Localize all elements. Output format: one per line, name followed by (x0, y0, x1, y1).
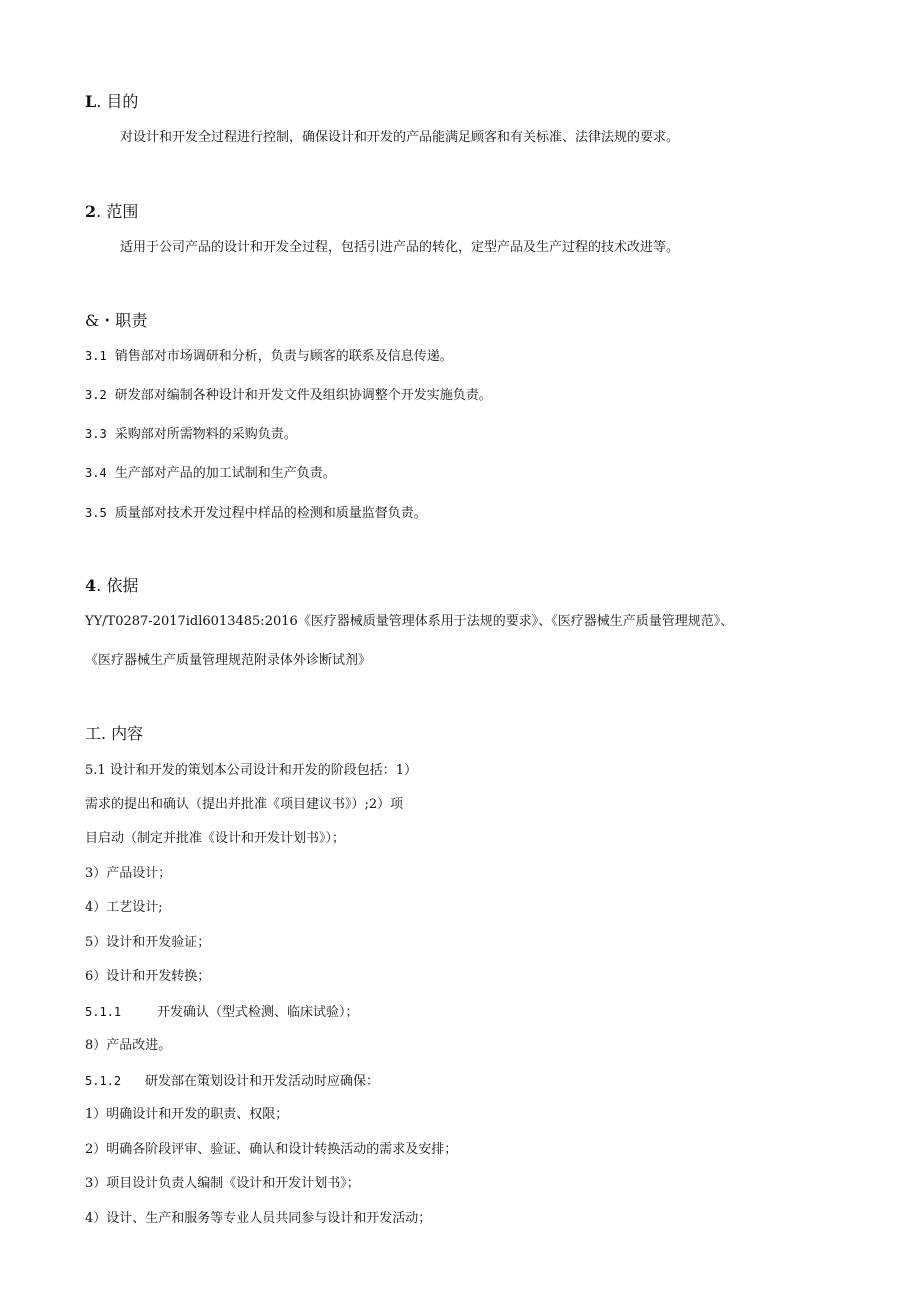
list-item: 2）明确各阶段评审、验证、确认和设计转换活动的需求及安排； (85, 1142, 458, 1157)
list-item: 1）明确设计和开发的职责、权限； (85, 1107, 289, 1122)
content-line: 需求的提出和确认（提出并批准《项目建议书》）;2）项 (85, 797, 404, 812)
content-line: 5）设计和开发验证； (85, 935, 211, 950)
item-number: 3.3 (85, 427, 107, 441)
subsection-5-1-1 (85, 1003, 359, 1022)
section-2-heading (85, 201, 138, 223)
subsection-number: 5.1.1 (85, 1005, 122, 1019)
section-2-body: 适用于公司产品的设计和开发全过程，包括引进产品的转化，定型产品及生产过程的技术改进等。 (120, 240, 680, 255)
section-3-item (85, 386, 492, 405)
item-text: 研发部对编制各种设计和开发文件及组织协调整个开发实施负责。 (114, 388, 492, 403)
section-3-item (85, 347, 453, 366)
content-line: 4）工艺设计; (85, 900, 163, 915)
section-1-body: 对设计和开发全过程进行控制，确保设计和开发的产品能满足顾客和有关标准、法律法规的要求。 (120, 130, 680, 145)
section-3-item (85, 425, 297, 444)
section-3-item (85, 504, 427, 523)
item-number: 3.5 (85, 506, 107, 520)
subsection-text: 开发确认（型式检测、临床试验）； (157, 1005, 359, 1020)
section-4-number: 4 (85, 576, 97, 595)
section-5-heading: 工. 内容 (85, 724, 144, 743)
item-number: 3.4 (85, 466, 107, 480)
list-item: 3）项目设计负责人编制《设计和开发计划书》； (85, 1176, 360, 1191)
content-line: 目启动（制定并批准《设计和开发计划书》）； (85, 831, 346, 846)
section-4-title: . 依据 (96, 576, 139, 595)
section-1-number: L (85, 92, 97, 111)
section-2-number: 2 (85, 202, 97, 221)
section-1-title: . 目的 (96, 92, 139, 111)
subsection-number: 5.1.2 (85, 1074, 122, 1088)
content-line: 6）设计和开发转换； (85, 969, 211, 984)
item-text: 生产部对产品的加工试制和生产负责。 (114, 466, 336, 481)
content-line: 3）产品设计； (85, 866, 172, 881)
item-text: 采购部对所需物料的采购负责。 (114, 427, 297, 442)
content-line: 5.1 设计和开发的策划本公司设计和开发的阶段包括：1） (85, 763, 418, 778)
item-number: 3.2 (85, 388, 107, 402)
subsection-text: 研发部在策划设计和开发活动时应确保： (145, 1074, 380, 1089)
section-3-item (85, 464, 336, 483)
section-4-line-2: 《医疗器械生产质量管理规范附录体外诊断试剂》 (85, 653, 372, 668)
section-4-heading (85, 575, 138, 597)
section-2-title: . 范围 (96, 202, 139, 221)
section-3-heading: &・职责 (85, 311, 148, 330)
content-line: 8）产品改进。 (85, 1038, 172, 1053)
list-item: 4）设计、生产和服务等专业人员共同参与设计和开发活动； (85, 1211, 432, 1226)
section-1-heading (85, 91, 138, 113)
item-number: 3.1 (85, 349, 107, 363)
item-text: 销售部对市场调研和分析，负责与顾客的联系及信息传递。 (114, 349, 453, 364)
section-4-line-1: YY/T0287-2017idl6013485:2016《医疗器械质量管理体系用于法规的要求》、《医疗器械生产质量管理规范》、 (85, 614, 734, 629)
item-text: 质量部对技术开发过程中样品的检测和质量监督负责。 (114, 506, 427, 521)
subsection-5-1-2 (85, 1072, 379, 1091)
